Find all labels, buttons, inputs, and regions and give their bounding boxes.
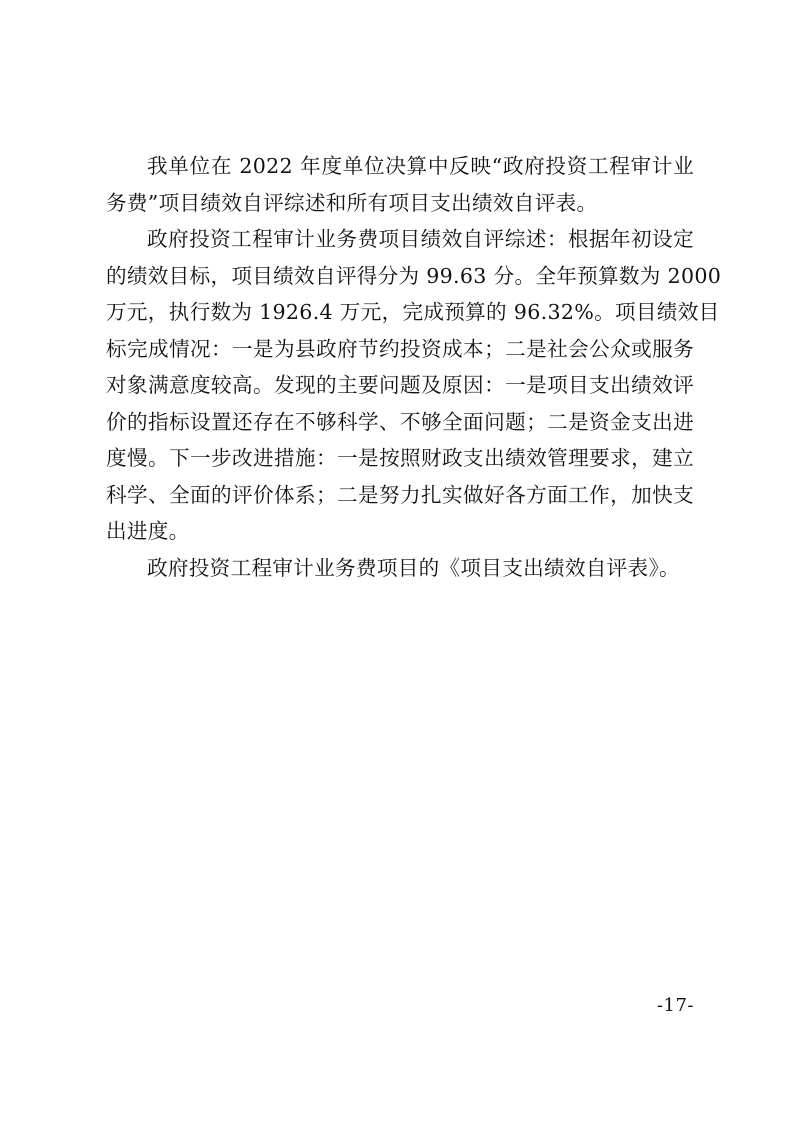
paragraph-2-line-6: 价的指标设置还存在不够科学、不够全面问题；二是资金支出进 <box>106 409 694 434</box>
paragraph-2-line-7: 度慢。下一步改进措施：一是按照财政支出绩效管理要求，建立 <box>106 446 694 470</box>
paragraph-2-line-9: 出进度。 <box>106 519 190 543</box>
paragraph-2-line-4: 标完成情况：一是为县政府节约投资成本；二是社会公众或服务 <box>106 336 694 361</box>
paragraph-1-line-1: 我单位在 2022 年度单位决算中反映“政府投资工程审计业 <box>147 154 694 178</box>
paragraph-2-line-5: 对象满意度较高。发现的主要问题及原因：一是项目支出绩效评 <box>106 373 694 397</box>
page-number: -17- <box>656 995 694 1016</box>
paragraph-2-line-2: 的绩效目标，项目绩效自评得分为 99.63 分。全年预算数为 2000 <box>106 263 722 288</box>
paragraph-3-line-1: 政府投资工程审计业务费项目的《项目支出绩效自评表》。 <box>147 555 680 580</box>
paragraph-1-line-2: 务费”项目绩效自评综述和所有项目支出绩效自评表。 <box>106 190 598 215</box>
paragraph-2-line-8: 科学、全面的评价体系；二是努力扎实做好各方面工作，加快支 <box>106 482 694 507</box>
paragraph-2-line-1: 政府投资工程审计业务费项目绩效自评综述：根据年初设定 <box>147 227 694 251</box>
body-text <box>106 148 722 586</box>
paragraph-2-line-3: 万元，执行数为 1926.4 万元，完成预算的 96.32%。项目绩效目 <box>106 300 720 324</box>
